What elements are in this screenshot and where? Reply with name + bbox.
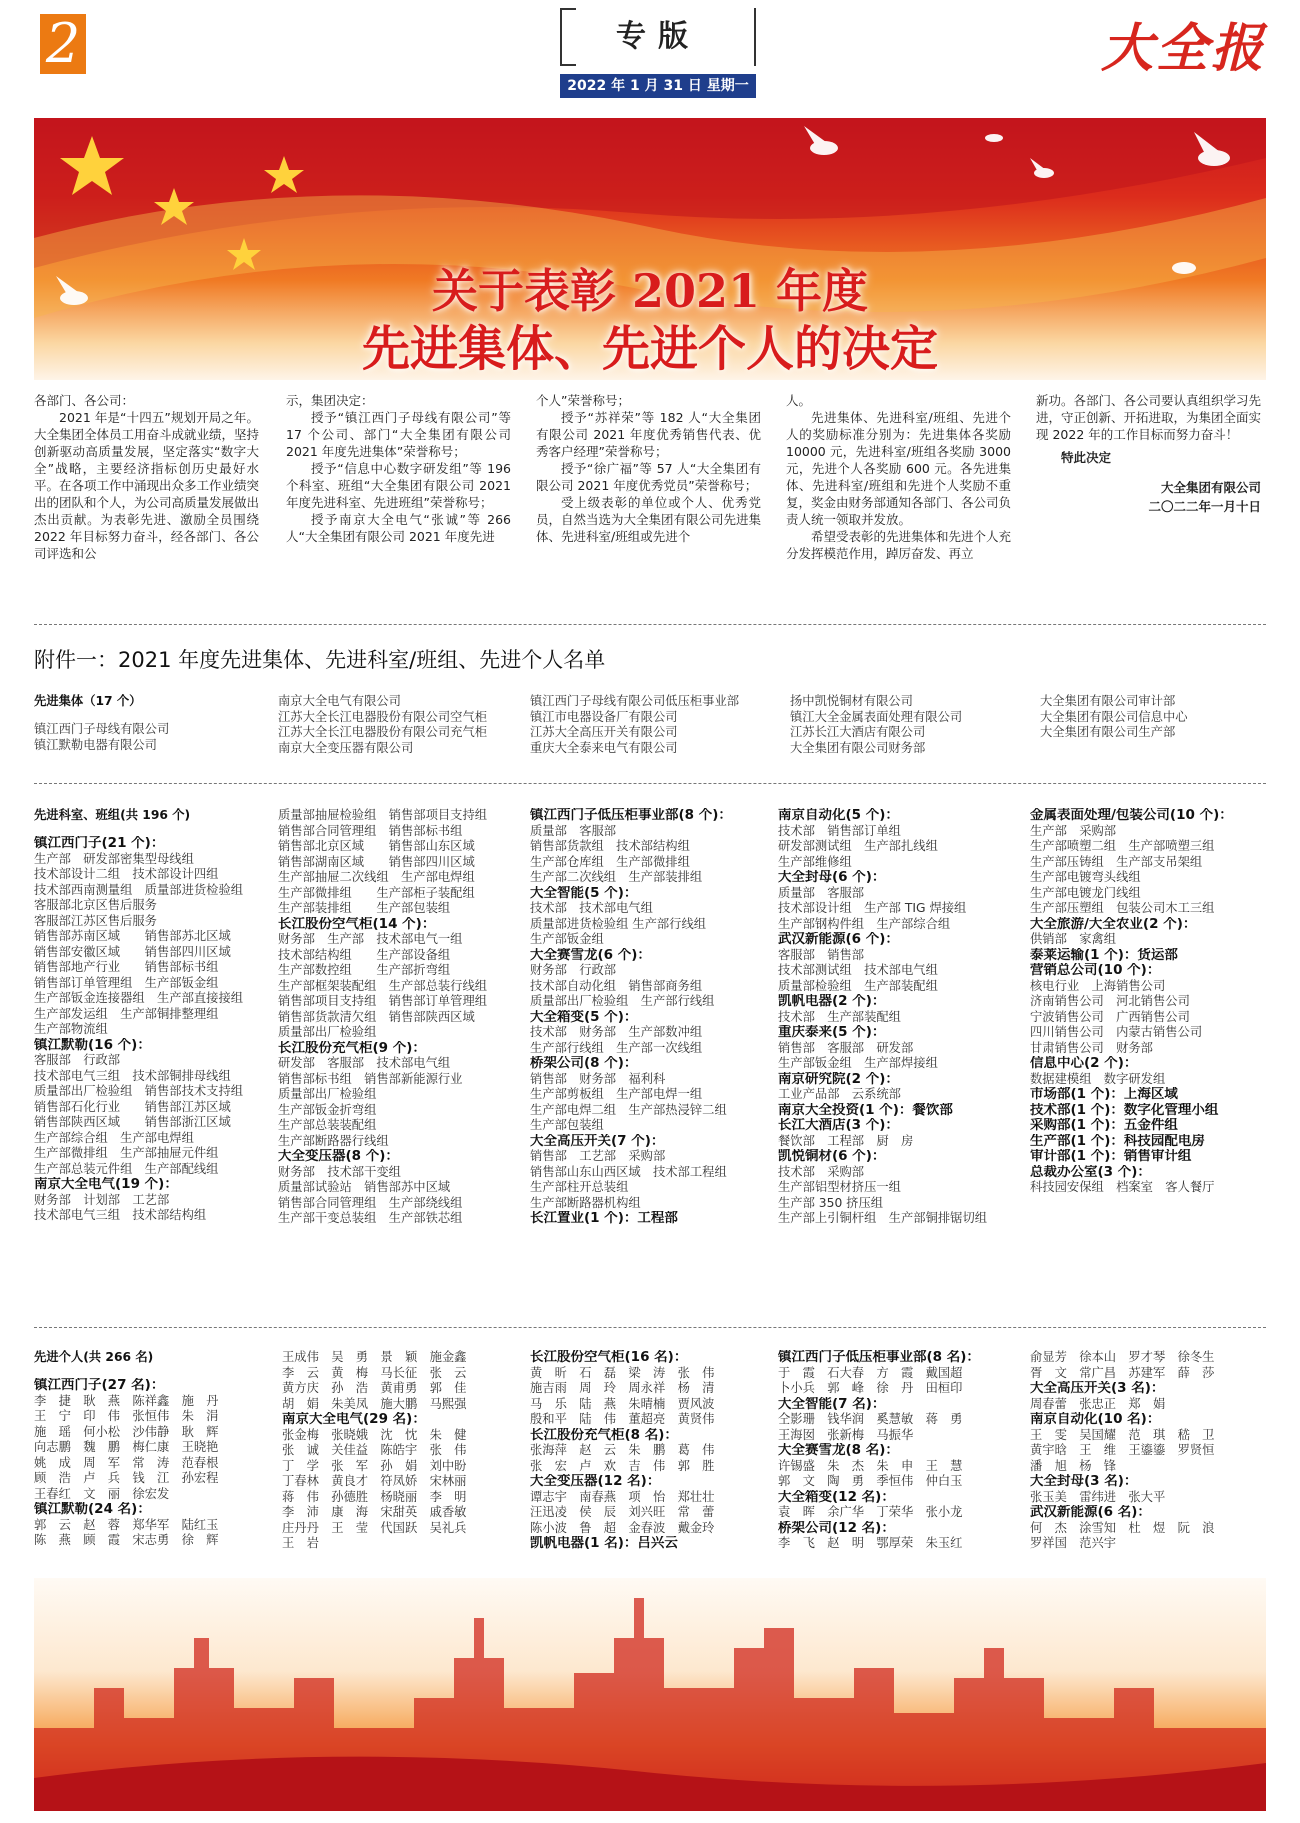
person-col-2: [282, 1350, 466, 1552]
attachment-title: 附件一：2021 年度先进集体、先进科室/班组、先进个人名单: [34, 648, 606, 672]
list-item: 于 霞 石大春 方 霞 戴国超: [778, 1365, 963, 1380]
list-item: 技术部电气三组 技术部结构组: [34, 1208, 207, 1222]
list-item: 技术部自动化组 销售部商务组: [530, 978, 703, 993]
list-item: 四川销售公司 内蒙古销售公司: [1030, 1025, 1203, 1039]
list-item: 销售部项目支持组 销售部订单管理组: [278, 994, 488, 1008]
section-title: 专版: [560, 8, 756, 66]
collectives-col-3: [530, 694, 739, 756]
group-heading: 武汉新能源(6 名)：: [1030, 1505, 1151, 1520]
dept-col-3: [530, 808, 732, 1227]
group-heading: 重庆泰来(5 个)：: [778, 1025, 886, 1040]
issue-date: 2022 年 1 月 31 日 星期一: [560, 74, 756, 98]
list-item: 何 杰 涂雪知 杜 煜 阮 浪: [1030, 1520, 1215, 1535]
intro-column-1: [34, 392, 259, 562]
group-heading: 长江置业(1 个)：工程部: [530, 1211, 678, 1226]
group-heading: 镇江西门子低压柜事业部(8 名)：: [778, 1350, 980, 1365]
list-item: 技术部 采购部: [778, 1164, 865, 1179]
group-heading: 大全封母(6 个)：: [778, 870, 886, 885]
list-item: 销售部订单管理组 生产部钣金组: [34, 975, 219, 990]
list-item: 研发部测试组 生产部扎线组: [778, 839, 938, 853]
list-item: 技术部 销售部订单组: [778, 823, 901, 838]
list-item: 销售部北京区域 销售部山东区域: [278, 839, 475, 853]
list-item: 销售部 工艺部 采购部: [530, 1149, 666, 1163]
group-heading: 泰莱运输(1 个)：货运部: [1030, 947, 1178, 963]
list-item: 销售部安徽区域 销售部四川区域: [34, 944, 231, 959]
intro-column-5: [1036, 392, 1261, 516]
list-item: 销售部石化行业 销售部江苏区域: [34, 1099, 231, 1114]
list-item: 镇江大全金属表面处理有限公司: [790, 709, 963, 724]
list-item: 生产部喷塑二组 生产部喷塑三组: [1030, 839, 1215, 853]
closing-phrase: 特此决定: [1061, 450, 1112, 465]
collectives-col-4: [790, 694, 962, 756]
group-heading: 营销总公司(10 个)：: [1030, 963, 1161, 978]
list-item: 丁 学 张 军 孙 娟 刘中盼: [282, 1458, 467, 1473]
list-item: 陈小波 鲁 超 金春波 戴金玲: [530, 1520, 715, 1535]
list-item: 生产部抽屉二次线组 生产部电焊组: [278, 870, 475, 884]
person-col-3: [530, 1350, 714, 1552]
dept-col-4: [778, 808, 987, 1227]
list-item: 生产部微排组 生产部抽屉元件组: [34, 1146, 219, 1160]
list-item: 财务部 技术部干变组: [278, 1164, 401, 1179]
list-item: 重庆大全泰来电气有限公司: [530, 740, 678, 755]
person-col-4: [778, 1350, 980, 1552]
list-item: 殷和平 陆 伟 董超亮 黄贤伟: [530, 1412, 715, 1426]
intro-lead: 个人”荣誉称号；: [536, 393, 630, 408]
intro-paragraph: 希望受表彰的先进集体和先进个人充分发挥模范作用，踔厉奋发、再立: [786, 529, 1012, 561]
list-item: 客服部 行政部: [34, 1053, 121, 1067]
list-item: 销售部地产行业 销售部标书组: [34, 960, 219, 974]
intro-column-3: [536, 392, 761, 545]
list-item: 胡 娟 朱美凤 施大鹏 马熙强: [282, 1396, 467, 1411]
list-item: 郭 文 陶 勇 季恒伟 仲白玉: [778, 1474, 963, 1488]
list-item: 质量部出厂检验组 销售部技术支持组: [34, 1084, 244, 1098]
collectives-heading: 先进集体（17 个）: [34, 694, 142, 708]
list-item: 蒋 伟 孙德胜 杨晓丽 李 明: [282, 1489, 467, 1504]
list-item: 质量部出厂检验组: [278, 1025, 377, 1039]
group-heading: 武汉新能源(6 个)：: [778, 932, 899, 947]
list-item: 施吉雨 周 玲 周永祥 杨 清: [530, 1381, 715, 1395]
group-heading: 大全智能(7 名)：: [778, 1396, 886, 1412]
list-item: 张海萍 赵 云 朱 鹏 葛 伟: [530, 1443, 715, 1457]
list-item: 销售部 客服部 研发部: [778, 1040, 914, 1055]
group-heading: 金属表面处理/包装公司(10 个)：: [1030, 808, 1233, 823]
list-item: 江苏大全长江电器股份有限公司充气柜: [278, 725, 488, 739]
list-item: 销售部山东山西区域 技术部工程组: [530, 1164, 727, 1179]
group-heading: 凯悦铜材(6 个)：: [778, 1149, 886, 1164]
list-item: 销售部陕西区域 销售部浙江区域: [34, 1115, 231, 1129]
list-item: 生产部断路器行线组: [278, 1133, 389, 1148]
list-item: 王成伟 吴 勇 景 颖 施金鑫: [282, 1350, 467, 1364]
dept-col-1: [34, 808, 243, 1224]
group-heading: 凯帆电器(2 个)：: [778, 994, 886, 1009]
list-item: 生产部发运组 生产部铜排整理组: [34, 1006, 219, 1021]
list-item: 生产部压铸组 生产部支吊架组: [1030, 854, 1203, 869]
list-item: 李 捷 耿 燕 陈祥鑫 施 丹: [34, 1393, 219, 1408]
group-heading: 大全高压开关(3 名)：: [1030, 1381, 1165, 1396]
signing-org: 大全集团有限公司: [1160, 480, 1261, 495]
list-item: 销售部湖南区域 销售部四川区域: [278, 854, 475, 869]
intro-lead: 示，集团决定：: [286, 393, 374, 408]
list-item: 生产部物流组: [34, 1022, 108, 1036]
list-item: 向志鹏 魏 鹏 梅仁康 王晓艳: [34, 1440, 219, 1454]
group-heading: 南京大全投资(1 个)：餐饮部: [778, 1102, 953, 1118]
list-item: 技术部设计二组 技术部设计四组: [34, 867, 219, 881]
list-item: 生产部维修组: [778, 854, 852, 869]
list-item: 质量部试验站 销售部苏中区域: [278, 1180, 451, 1194]
list-item: 技术部 生产部装配组: [778, 1009, 901, 1024]
group-heading: 市场部(1 个)：上海区域: [1030, 1087, 1178, 1102]
list-item: 生产部综合组 生产部电焊组: [34, 1130, 194, 1145]
list-item: 南京大全变压器有限公司: [278, 740, 414, 755]
group-heading: 信息中心(2 个)：: [1030, 1056, 1138, 1071]
group-heading: 大全箱变(5 个)：: [530, 1009, 638, 1025]
list-item: 生产部电镀龙门线组: [1030, 885, 1141, 900]
banner-title-line2: 先进集体、先进个人的决定: [361, 321, 938, 377]
list-item: 生产部钣金组 生产部焊接组: [778, 1056, 938, 1070]
group-heading: 大全旅游/大全农业(2 个)：: [1030, 916, 1197, 932]
list-item: 张玉美 雷纬进 张大平: [1030, 1489, 1166, 1504]
list-item: 俞显芳 徐本山 罗才琴 徐冬生: [1030, 1350, 1215, 1364]
list-item: 大全集团有限公司财务部: [790, 740, 926, 755]
group-heading: 大全变压器(8 个)：: [278, 1149, 399, 1164]
group-heading: 南京研究院(2 个)：: [778, 1071, 899, 1087]
list-item: 生产部数控组 生产部折弯组: [278, 963, 451, 977]
list-item: 生产部钢构件组 生产部综合组: [778, 916, 951, 931]
list-item: 技术部 技术部电气组: [530, 901, 653, 915]
list-item: 张金梅 张晓娥 沈 忱 朱 健: [282, 1427, 467, 1442]
list-item: 甘肃销售公司 财务部: [1030, 1040, 1153, 1055]
list-item: 生产部 350 挤压组: [778, 1195, 884, 1210]
list-item: 丁春林 黄良才 符凤娇 宋林丽: [282, 1474, 467, 1488]
list-item: 财务部 生产部 技术部电气一组: [278, 932, 463, 946]
list-item: 生产部 采购部: [1030, 823, 1117, 838]
group-heading: 南京自动化(5 个)：: [778, 808, 899, 823]
list-item: 郭 云 赵 蓉 郑华军 陆红玉: [34, 1517, 219, 1532]
list-item: 罗祥国 范兴宇: [1030, 1536, 1117, 1550]
intro-paragraph: 授予“镇江西门子母线有限公司”等 17 个公司、部门“大全集团有限公司 2021 年度先进集体”荣誉称号；: [286, 410, 511, 459]
list-item: 生产部二次线组 生产部装排组: [530, 870, 703, 884]
list-item: 生产部仓库组 生产部微排组: [530, 854, 690, 869]
group-heading: 审计部(1 个)：销售审计组: [1030, 1149, 1192, 1164]
list-item: 技术部 财务部 生产部数冲组: [530, 1025, 703, 1039]
list-item: 技术部测试组 技术部电气组: [778, 963, 938, 977]
list-item: 工业产品部 云系统部: [778, 1087, 901, 1101]
list-item: 宁波销售公司 广西销售公司: [1030, 1009, 1190, 1024]
list-item: 大全集团有限公司审计部: [1040, 694, 1176, 708]
list-item: 周春蕾 张忠正 郑 娟: [1030, 1396, 1166, 1411]
list-item: 生产部总装元件组 生产部配线组: [34, 1161, 219, 1176]
intro-lead: 新功。各部门、各公司要认真组织学习先进，守正创新、开拓进取，为集团全面实现 2022 年的工作目标而努力奋斗！: [1036, 393, 1262, 442]
list-item: 销售部合同管理组 销售部标书组: [278, 823, 463, 838]
list-item: 生产部钣金折弯组: [278, 1102, 377, 1117]
collectives-col-5: [1040, 694, 1188, 741]
group-heading: 大全封母(3 名)：: [1030, 1474, 1138, 1489]
list-item: 生产部压塑组 包装公司木工三组: [1030, 901, 1215, 915]
dept-col-2: [278, 808, 487, 1227]
group-heading: 采购部(1 个)：五金件组: [1030, 1118, 1178, 1133]
list-item: 技术部设计组 生产部 TIG 焊接组: [778, 901, 967, 915]
list-item: 黄方庆 孙 浩 黄甫勇 郭 佳: [282, 1381, 467, 1395]
list-item: 汪迅凌 侯 辰 刘兴旺 常 蕾: [530, 1505, 715, 1519]
list-item: 客服部北京区售后服务: [34, 898, 157, 912]
list-item: 镇江默勒电器有限公司: [34, 737, 157, 752]
list-item: 销售部货款清欠组 销售部陕西区域: [278, 1009, 475, 1024]
group-heading: 大全智能(5 个)：: [530, 885, 638, 901]
collectives-col-1: [34, 694, 169, 753]
list-item: 生产部钣金组: [530, 932, 604, 946]
list-item: 南京大全电气有限公司: [278, 694, 401, 708]
divider: [34, 783, 1266, 784]
list-item: 张 诚 关佳益 陈皓宇 张 伟: [282, 1443, 467, 1457]
intro-paragraph: 授予“徐广福”等 57 人“大全集团有限公司 2021 年度优秀党员”荣誉称号；: [536, 461, 761, 493]
list-item: 销售部 财务部 福利科: [530, 1071, 666, 1086]
list-item: 黄 昕 石 磊 梁 涛 张 伟: [530, 1365, 715, 1380]
decision-text: [34, 392, 1266, 587]
group-heading: 南京自动化(10 名)：: [1030, 1412, 1161, 1427]
group-heading: 技术部(1 个)：数字化管理小组: [1030, 1102, 1219, 1118]
list-item: 庄丹丹 王 莹 代国跃 吴礼兵: [282, 1520, 467, 1535]
list-item: 核电行业 上海销售公司: [1030, 978, 1166, 993]
list-item: 供销部 家禽组: [1030, 932, 1117, 946]
list-item: 生产部剪板组 生产部电焊一组: [530, 1087, 703, 1101]
list-item: 餐饮部 工程部 厨 房: [778, 1133, 914, 1148]
list-item: 许锡盛 朱 杰 朱 申 王 慧: [778, 1458, 963, 1473]
list-item: 财务部 行政部: [530, 963, 617, 977]
list-item: 施 瑶 何小松 沙伟静 耿 辉: [34, 1424, 219, 1439]
group-heading: 长江股份空气柜(14 个)：: [278, 916, 436, 932]
group-heading: 桥架公司(8 个)：: [530, 1056, 638, 1071]
list-item: 袁 晖 余广华 丁荣华 张小龙: [778, 1505, 963, 1519]
list-item: 江苏大全高压开关有限公司: [530, 725, 678, 739]
collectives-col-2: [278, 694, 487, 756]
list-item: 生产部钣金连接器组 生产部直接接组: [34, 991, 244, 1005]
divider: [34, 1327, 1266, 1328]
page-number: 2: [40, 14, 86, 74]
list-item: 生产部电焊二组 生产部热浸锌二组: [530, 1102, 727, 1117]
intro-paragraph: 授予南京大全电气“张诚”等 266 人“大全集团有限公司 2021 年度先进: [286, 512, 511, 544]
list-item: 销售部标书组 销售部新能源行业: [278, 1071, 463, 1086]
list-item: 质量部出厂检验组 生产部行线组: [530, 994, 715, 1008]
divider: [34, 624, 1266, 625]
list-item: 技术部电气三组 技术部铜排母线组: [34, 1068, 231, 1083]
list-item: 镇江西门子母线有限公司低压柜事业部: [530, 694, 740, 708]
list-item: 姚 成 周 军 常 涛 范春根: [34, 1455, 219, 1470]
list-item: 王 雯 吴国耀 范 琪 嵇 卫: [1030, 1427, 1215, 1442]
intro-lead: 人。: [786, 393, 812, 408]
list-item: 济南销售公司 河北销售公司: [1030, 994, 1190, 1008]
intro-paragraph: 授予“信息中心数字研发组”等 196 个科室、班组“大全集团有限公司 2021 年度先进科室、先进班组”荣誉称号；: [286, 461, 511, 510]
list-item: 马 乐 陆 燕 朱晴楠 贾风波: [530, 1396, 715, 1411]
list-item: 生产部总装装配组: [278, 1118, 377, 1132]
list-item: 潘 旭 杨 锋: [1030, 1458, 1117, 1473]
intro-column-4: [786, 392, 1011, 562]
list-item: 顾 浩 卢 兵 钱 江 孙宏程: [34, 1471, 219, 1485]
list-item: 销售部货款组 技术部结构组: [530, 839, 690, 853]
group-heading: 大全高压开关(7 个)：: [530, 1133, 665, 1149]
intro-paragraph: 先进集体、先进科室/班组、先进个人的奖励标准分别为：先进集体各奖励 10000 元，先进科室/班组各奖励 3000 元，先进个人各奖励 600 元。各先进集体、先进科室/班组和先进个人奖励不重复，奖金由财务部通知各部门、各公司负责人统一领取并发放。: [786, 410, 1012, 527]
list-item: 黄宇晗 王 维 王鎏鎏 罗贤恒: [1030, 1443, 1215, 1457]
spacer: [34, 828, 243, 836]
group-heading: 镇江西门子(27 名)：: [34, 1378, 165, 1393]
list-item: 李 云 黄 梅 马长征 张 云: [282, 1365, 467, 1380]
list-item: 李 沛 康 海 宋甜英 戚香敏: [282, 1505, 467, 1519]
list-item: 生产部电镀弯头线组: [1030, 870, 1141, 884]
list-item: 陈 燕 顾 霞 宋志勇 徐 辉: [34, 1533, 219, 1547]
list-item: 张 宏 卢 欢 吉 伟 郭 胜: [530, 1458, 715, 1473]
list-item: 胥 文 常广昌 苏建军 薛 莎: [1030, 1365, 1215, 1380]
masthead-logo: 大全报: [1100, 18, 1266, 79]
list-item: 技术部结构组 生产部设备组: [278, 947, 451, 962]
list-item: 生产部柱开总装组: [530, 1180, 629, 1194]
intro-paragraph: 受上级表彰的单位或个人、优秀党员，自然当选为大全集团有限公司先进集体、先进科室/班组或先进个: [536, 495, 762, 544]
group-heading: 长江股份空气柜(16 名)：: [530, 1350, 688, 1365]
list-item: 江苏大全长江电器股份有限公司空气柜: [278, 709, 488, 724]
group-heading: 长江股份充气柜(9 个)：: [278, 1040, 426, 1056]
signature-block: [1036, 478, 1261, 516]
group-heading: 大全箱变(12 名)：: [778, 1489, 895, 1505]
list-item: 销售部合同管理组 生产部绕线组: [278, 1195, 463, 1210]
group-heading: 镇江默勒(24 名)：: [34, 1502, 151, 1517]
spacer: [34, 1370, 218, 1378]
list-item: 生产部断路器机构组: [530, 1195, 641, 1210]
list-item: 江苏长江大酒店有限公司: [790, 725, 926, 739]
list-item: 谭志宇 南春燕 项 怡 郑壮壮: [530, 1489, 715, 1504]
list-item: 生产部装排组 生产部包装组: [278, 901, 451, 915]
list-item: 质量部抽屉检验组 销售部项目支持组: [278, 808, 488, 822]
group-heading: 凯帆电器(1 名)：吕兴云: [530, 1536, 678, 1551]
section-heading: 先进个人(共 266 名): [34, 1350, 154, 1364]
group-heading: 大全赛雪龙(6 个)：: [530, 947, 651, 963]
list-item: 生产部包装组: [530, 1118, 604, 1132]
list-item: 卜小兵 郭 峰 徐 丹 田桓印: [778, 1381, 963, 1395]
list-item: 王 岩: [282, 1536, 319, 1550]
group-heading: 桥架公司(12 名)：: [778, 1520, 895, 1536]
list-item: 镇江西门子母线有限公司: [34, 722, 170, 736]
group-heading: 大全赛雪龙(8 名)：: [778, 1443, 899, 1458]
list-item: 扬中凯悦铜材有限公司: [790, 694, 913, 708]
list-item: 质量部检验组 生产部装配组: [778, 978, 938, 993]
list-item: 大全集团有限公司生产部: [1040, 725, 1176, 739]
list-item: 王海囡 张新梅 马振华: [778, 1427, 914, 1442]
page-header: [0, 0, 1300, 115]
list-item: 生产部 研发部密集型母线组: [34, 851, 194, 866]
list-item: 客服部 销售部: [778, 947, 865, 962]
signing-date: 二〇二二年一月十日: [1148, 499, 1261, 514]
list-item: 科技园安保组 档案室 客人餐厅: [1030, 1180, 1215, 1194]
group-heading: 南京大全电气(29 名)：: [282, 1412, 426, 1427]
list-item: 数据建模组 数字研发组: [1030, 1071, 1166, 1086]
title-banner: [34, 118, 1266, 380]
list-item: 技术部西南测量组 质量部进货检验组: [34, 882, 244, 897]
intro-column-2: [286, 392, 511, 545]
person-col-5: [1030, 1350, 1214, 1552]
group-heading: 长江大酒店(3 个)：: [778, 1118, 899, 1133]
list-item: 生产部干变总装组 生产部铁芯组: [278, 1211, 463, 1225]
list-item: 王春红 文 丽 徐宏发: [34, 1486, 170, 1501]
list-item: 生产部行线组 生产部一次线组: [530, 1040, 703, 1055]
list-item: 质量部进货检验组 生产部行线组: [530, 916, 707, 931]
list-item: 大全集团有限公司信息中心: [1040, 709, 1188, 724]
group-heading: 生产部(1 个)：科技园配电房: [1030, 1133, 1205, 1149]
group-heading: 大全变压器(12 名)：: [530, 1474, 661, 1489]
list-item: 生产部上引铜杆组 生产部铜排锯切组: [778, 1211, 988, 1225]
group-heading: 总裁办公室(3 个)：: [1030, 1164, 1151, 1180]
group-heading: 镇江西门子(21 个)：: [34, 836, 165, 851]
list-item: 客服部江苏区售后服务: [34, 913, 157, 928]
list-item: 质量部 客服部: [530, 823, 617, 838]
intro-paragraph: 授予“苏祥荣”等 182 人“大全集团有限公司 2021 年度优秀销售代表、优秀客户经理”荣誉称号；: [536, 410, 761, 459]
list-item: 质量部出厂检验组: [278, 1087, 377, 1101]
group-heading: 镇江默勒(16 个)：: [34, 1037, 151, 1053]
list-item: 王 宁 印 伟 张恒伟 朱 涓: [34, 1409, 219, 1423]
intro-paragraph: 2021 年是“十四五”规划开局之年。大全集团全体员工用奋斗成就业绩，坚持创新驱动高质量发展，坚定落实“数字大全”战略，主要经济指标创历史最好水平。在各项工作中涌现出众多工作业绩突出的团队和个人，为公司高质量发展做出杰出贡献。为表彰先进、激励全员围绕 2022 年目标努力奋斗，经各部门、各公司评选和公: [34, 410, 260, 561]
list-item: 研发部 客服部 技术部电气组: [278, 1056, 451, 1070]
list-item: 仝影珊 钱华润 奚慧敏 蒋 勇: [778, 1412, 963, 1426]
group-heading: 南京大全电气(19 个)：: [34, 1177, 178, 1192]
spacer: [34, 714, 169, 722]
list-item: 销售部苏南区域 销售部苏北区域: [34, 929, 231, 943]
list-item: 生产部微排组 生产部柜子装配组: [278, 885, 475, 900]
salutation: 各部门、各公司：: [34, 393, 135, 408]
group-heading: 镇江西门子低压柜事业部(8 个)：: [530, 808, 732, 823]
list-item: 生产部铝型材挤压一组: [778, 1180, 901, 1194]
list-item: 质量部 客服部: [778, 885, 865, 900]
group-heading: 长江股份充气柜(8 名)：: [530, 1427, 678, 1443]
dept-col-5: [1030, 808, 1233, 1196]
list-item: 镇江市电器设备厂有限公司: [530, 709, 678, 724]
footer-skyline-decoration: [34, 1578, 1266, 1811]
skyline-graphic: [34, 1578, 1266, 1811]
person-col-1: [34, 1350, 218, 1549]
list-item: 财务部 计划部 工艺部: [34, 1192, 170, 1207]
list-item: 李 飞 赵 明 鄂厚荣 朱玉红: [778, 1536, 963, 1550]
section-heading: 先进科室、班组(共 196 个): [34, 808, 191, 822]
banner-title-line1: 关于表彰 2021 年度: [431, 264, 869, 318]
list-item: 生产部框架装配组 生产部总装行线组: [278, 978, 488, 993]
